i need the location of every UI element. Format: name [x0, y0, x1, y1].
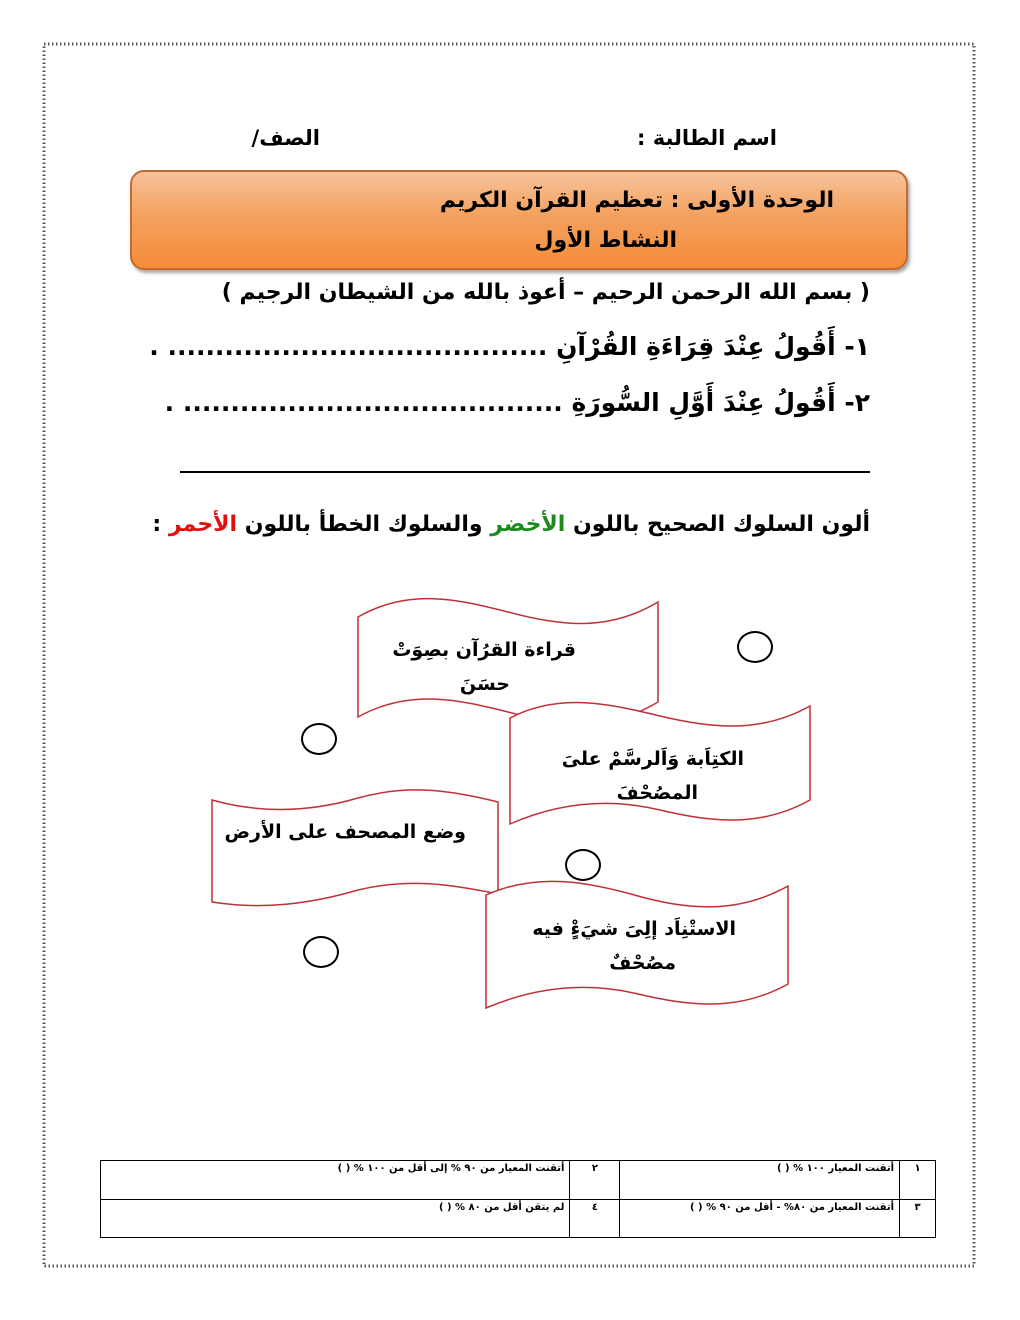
rubric-criterion: أتقنت المعيار من ٨٠% - أقل من ٩٠ % ( ): [620, 1199, 900, 1238]
rubric-criterion: لم يتقن أقل من ٨٠ % ( ): [101, 1199, 570, 1238]
answer-circle-3[interactable]: [565, 849, 601, 881]
behavior-2: [520, 742, 744, 810]
behavior-1: [370, 633, 576, 701]
behavior-4-line-1: الاستْنِاَد إلِىَ شيَءٍْ فيه: [532, 918, 736, 940]
class-label: الصف/: [251, 126, 320, 150]
instruction-part-2: والسلوك الخطأ باللون: [237, 512, 491, 537]
instruction-green-word: الأخضر: [490, 512, 566, 537]
behavior-1-line-2: حسَنَ: [459, 673, 510, 695]
table-row: [101, 1199, 936, 1238]
rubric-num: ١: [900, 1161, 936, 1200]
rubric-num: ٣: [900, 1199, 936, 1238]
behavior-4: [496, 912, 736, 980]
question-1-blank[interactable]: ........................................ .: [149, 332, 548, 361]
instruction-part-3: :: [152, 512, 169, 537]
behavior-2-line-1: الكتِاَبة وَاَلرسَّمْ علىَ: [561, 748, 744, 770]
table-row: [101, 1161, 936, 1200]
behavior-4-line-2: مصُحْفٌ: [609, 952, 676, 974]
answer-circle-1[interactable]: [737, 631, 773, 663]
activity-title: النشاط الأول: [534, 228, 677, 253]
student-name-label: اسم الطالبة :: [637, 126, 777, 150]
instruction-red-word: الأحمر: [168, 512, 238, 537]
question-2-text: ٢- أَقُولُ عِنْدَ أَوَّلِ السُّورَةِ: [571, 388, 870, 417]
rubric-criterion: أتقنت المعيار ١٠٠ % ( ): [620, 1161, 900, 1200]
rubric-criterion: أتقنت المعيار من ٩٠ % إلى أقل من ١٠٠ % ( ): [101, 1161, 570, 1200]
question-1-text: ١- أَقُولُ عِنْدَ قِرَاءَةِ القُرْآنِ: [556, 332, 870, 361]
behavior-3: [218, 815, 466, 849]
behavior-2-line-2: المصُحْفَ: [616, 782, 698, 804]
rubric-num: ٢: [570, 1161, 620, 1200]
instruction-part-1: ألون السلوك الصحيح باللون: [565, 512, 870, 537]
answer-circle-2[interactable]: [301, 723, 337, 755]
rubric-num: ٤: [570, 1199, 620, 1238]
rubric-table: [100, 1160, 936, 1238]
behavior-1-line-1: قراءة القرُآن بصِوَتْ: [392, 639, 576, 661]
question-2-blank[interactable]: ........................................ .: [164, 388, 563, 417]
answer-circle-4[interactable]: [303, 936, 339, 968]
behavior-3-line-1: وضع المصحف على الأرض: [224, 821, 466, 843]
basmala-line: ( بسم الله الرحمن الرحيم – أعوذ بالله من الشيطان الرجيم ): [221, 280, 870, 305]
unit-title: الوحدة الأولى : تعظيم القرآن الكريم: [439, 188, 834, 213]
